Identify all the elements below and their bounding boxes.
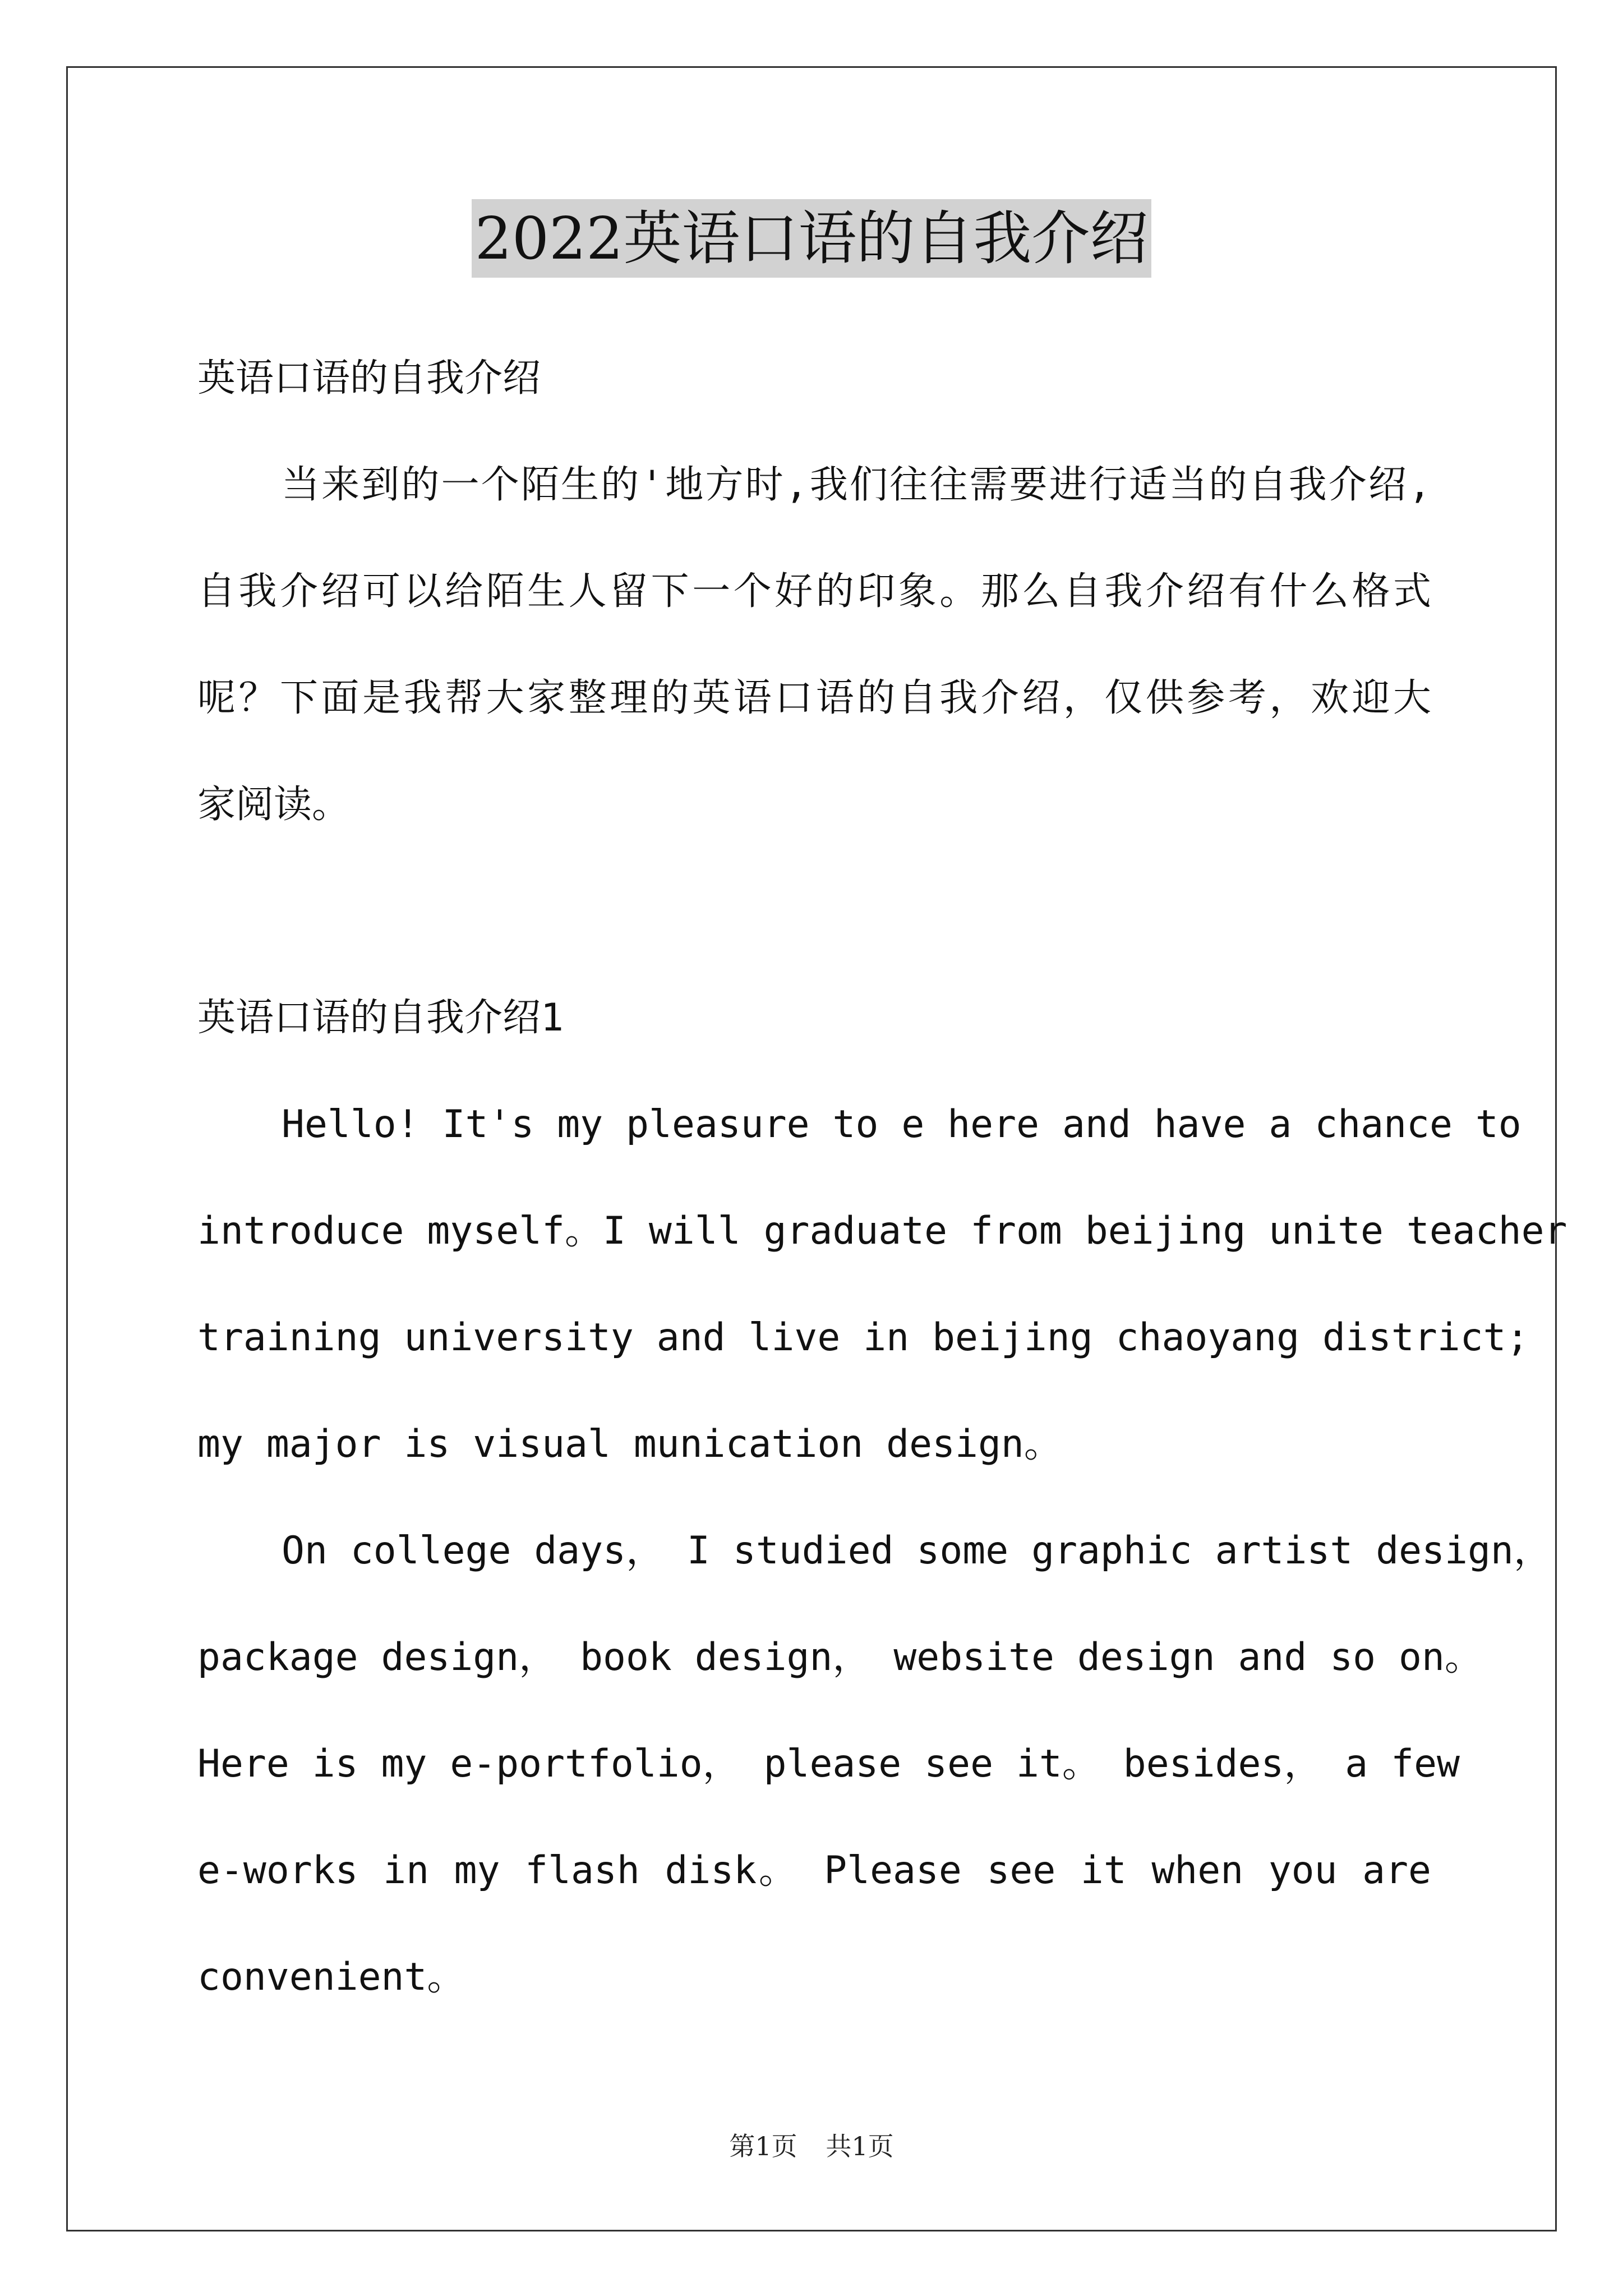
page-total: 共1页 <box>826 2131 894 2161</box>
paragraph-line: 呢？下面是我帮大家整理的英语口语的自我介绍，仅供参考，欢迎大 <box>197 676 1431 720</box>
section-heading: 英语口语的自我介绍1 <box>197 996 564 1040</box>
paragraph-line: 当来到的一个陌生的'地方时,我们往往需要进行适当的自我介绍, <box>282 463 1431 507</box>
document-title: 2022英语口语的自我介绍 <box>472 199 1152 278</box>
title-container <box>0 199 1623 278</box>
paragraph-line: e-works in my flash disk。 Please see it when you are <box>197 1848 1431 1893</box>
paragraph-line: introduce myself。I will graduate from beijing unite teacher <box>197 1209 1567 1253</box>
section-heading: 英语口语的自我介绍 <box>197 356 541 401</box>
document-body <box>197 342 1567 2047</box>
paragraph-line: On college days， I studied some graphic artist design， <box>282 1529 1552 1573</box>
paragraph-line: training university and live in beijing chaoyang district; <box>197 1315 1529 1360</box>
paragraph-line: Hello! It's my pleasure to e here and have a chance to <box>282 1102 1521 1147</box>
page-number: 第1页 <box>729 2131 797 2161</box>
paragraph-line: 家阅读。 <box>197 783 351 827</box>
paragraph-line: 自我介绍可以给陌生人留下一个好的印象。那么自我介绍有什么格式 <box>197 569 1431 614</box>
paragraph-line: Here is my e-portfolio， please see it。 besides， a few <box>197 1742 1460 1786</box>
paragraph-line: package design， book design， website design and so on。 <box>197 1635 1483 1680</box>
paragraph-line: convenient。 <box>197 1955 465 1999</box>
page-footer <box>0 2126 1623 2163</box>
paragraph-gap <box>197 875 1431 982</box>
paragraph-line: my major is visual munication design。 <box>197 1422 1062 1466</box>
